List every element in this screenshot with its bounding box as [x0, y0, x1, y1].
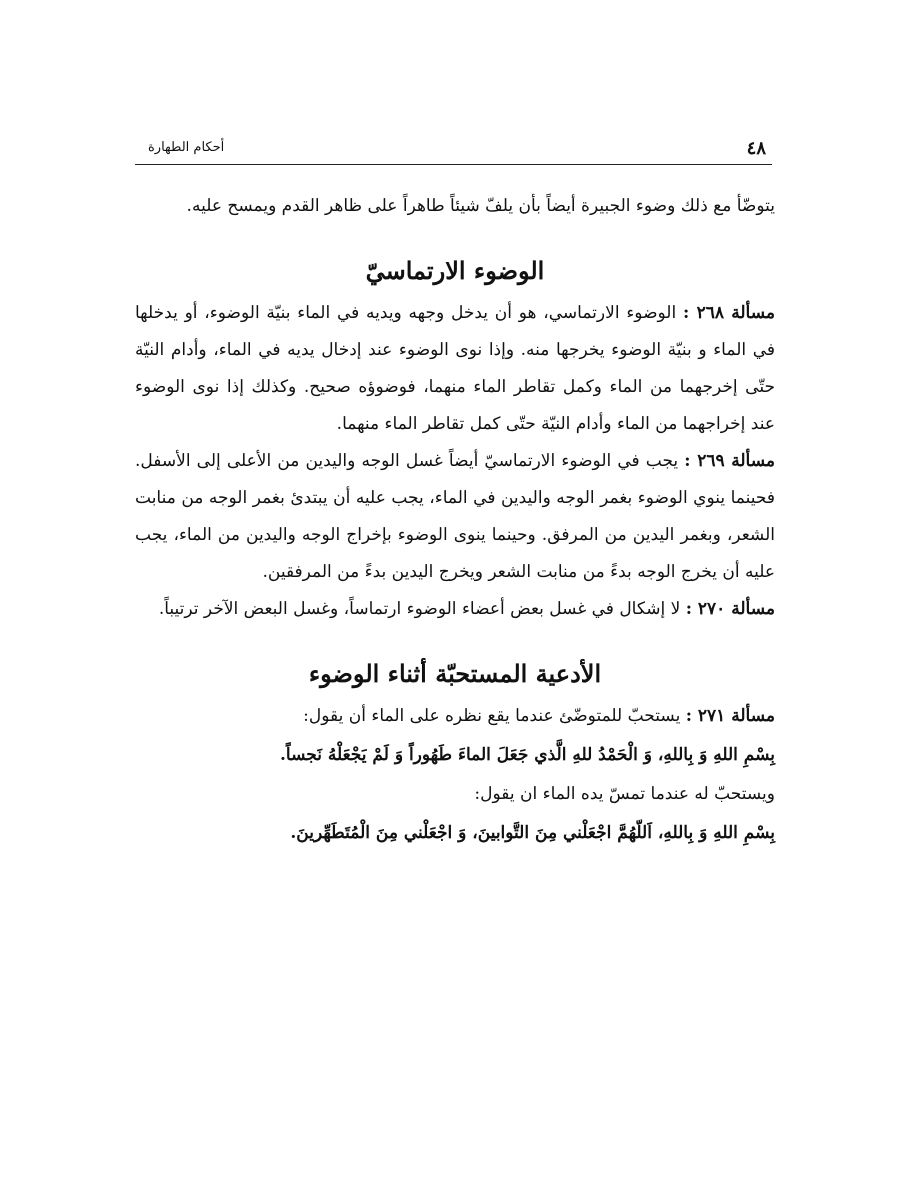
- issue-label: مسألة ٢٦٩ :: [684, 451, 775, 471]
- issue-text: الوضوء الارتماسي، هو أن يدخل وجهه ويديه في الماء بنيّة الوضوء، أو يدخلها في الماء و بنيّة الوضوء يخرجها منه. وإذا نوى الوضوء عند إدخال يديه في الماء، وأدام النيّة حتّى إخرجهما من الماء وكمل تقاطر الماء منهما، فوضوؤه صحيح. وكذلك إذا نوى الوضوء عند إخراجهما من الماء وأدام النيّة حتّى كمل تقاطر الماء منهما.: [135, 303, 775, 434]
- issue-269: [135, 443, 775, 591]
- issue-label: مسألة ٢٧٠ :: [685, 599, 775, 619]
- issue-271: [135, 698, 775, 735]
- issue-text: يستحبّ للمتوضّئ عندما يقع نظره على الماء أن يقول:: [303, 706, 681, 726]
- issue-text: يجب في الوضوء الارتماسيّ أيضاً غسل الوجه واليدين من الأعلى إلى الأسفل. فحينما ينوي الوضوء بغمر الوجه واليدين في الماء، يجب عليه أن يبتدئ بغمر الوجه من منابت الشعر، وبغمر اليدين من المرفق. وحينما ينوى الوضوء بإخراج الوجه واليدين من الماء، يجب عليه أن يخرج الوجه بدءً من منابت الشعر ويخرج اليدين بدءً من المرفقين.: [135, 451, 775, 582]
- dua-second: بِسْمِ اللهِ وَ بِاللهِ، اَللّهُمَّ اجْعَلْني مِنَ التَّوابينَ، وَ اجْعَلْني مِنَ الْمُتَطَهِّرينَ.: [290, 823, 775, 843]
- dua-first: بِسْمِ اللهِ وَ بِاللهِ، وَ الْحَمْدُ للهِ الَّذي جَعَلَ الماءَ طَهُوراً وَ لَمْ يَجْعَلْهُ نَجساً.: [279, 745, 775, 765]
- section-heading-irtimasi: الوضوء الارتماسيّ: [365, 256, 545, 285]
- dua-note: ويستحبّ له عندما تمسّ يده الماء ان يقول:: [474, 784, 775, 804]
- issue-268: [135, 295, 775, 443]
- issue-label: مسألة ٢٧١ :: [685, 706, 775, 726]
- issue-label: مسألة ٢٦٨ :: [683, 303, 775, 323]
- page-header: [148, 138, 770, 158]
- page-number: ٤٨: [746, 138, 766, 159]
- issue-270: [135, 591, 775, 628]
- running-title: أحكام الطهارة: [148, 140, 225, 155]
- header-rule: [135, 164, 772, 165]
- section-heading-duas: الأدعية المستحبّة أثناء الوضوء: [308, 659, 602, 688]
- intro-paragraph: يتوضّأ مع ذلك وضوء الجبيرة أيضاً بأن يلفّ شيئاً طاهراً على ظاهر القدم ويمسح عليه.: [186, 196, 775, 216]
- page-content: [135, 188, 775, 854]
- issue-text: لا إشكال في غسل بعض أعضاء الوضوء ارتماساً، وغسل البعض الآخر ترتيباً.: [158, 599, 681, 619]
